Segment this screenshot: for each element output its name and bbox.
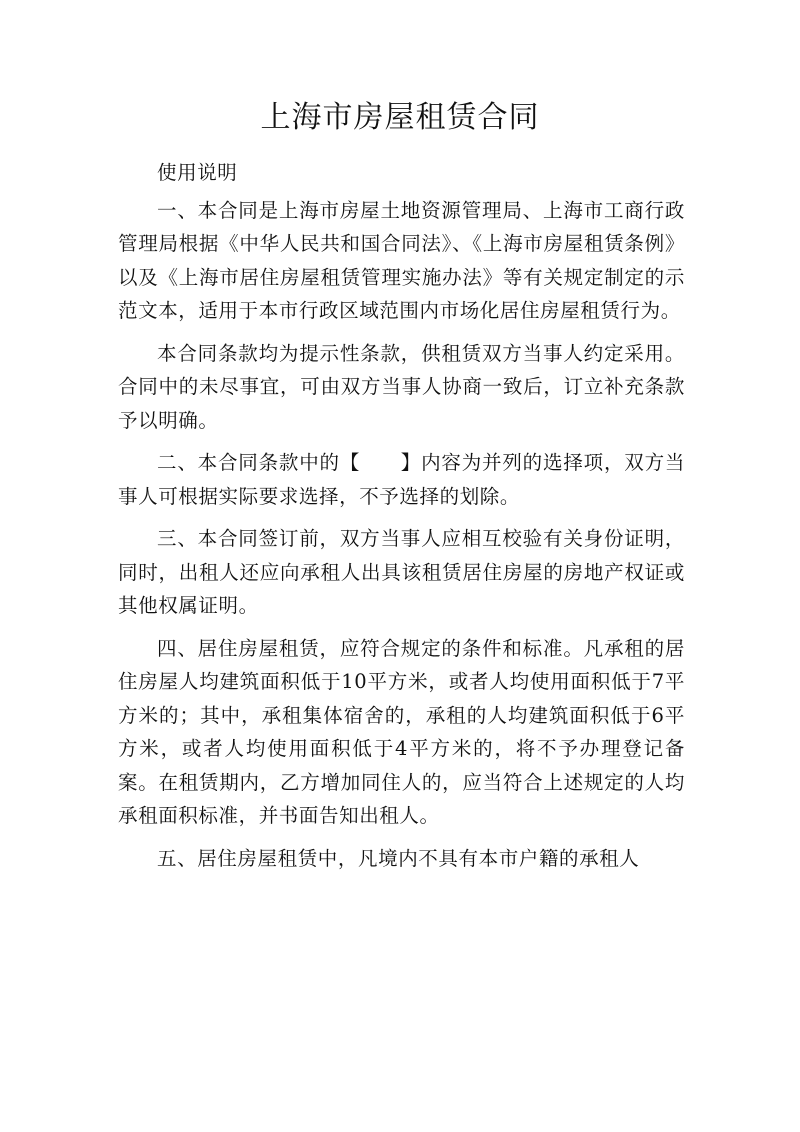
usage-instructions-heading: 使用说明 xyxy=(157,161,238,184)
paragraph-2: 本合同条款均为提示性条款，供租赁双方当事人约定采用。合同中的未尽事宜，可由双方当事人协商一致后，订立补充条款予以明确。 xyxy=(118,341,685,432)
paragraph-4: 三、本合同签订前，双方当事人应相互校验有关身份证明，同时，出租人还应向承租人出具该租赁居住房屋的房地产权证或其他权属证明。 xyxy=(118,527,685,617)
document-body xyxy=(118,156,685,875)
paragraph-1: 一、本合同是上海市房屋土地资源管理局、上海市工商行政管理局根据《中华人民共和国合同法》、《上海市房屋租赁条例》以及《上海市居住房屋租赁管理实施办法》等有关规定制定的示范文本，适用于本市行政区域范围内市场化居住房屋租赁行为。 xyxy=(118,198,685,322)
paragraph-5: 四、居住房屋租赁，应符合规定的条件和标准。凡承租的居住房屋人均建筑面积低于10平方米，或者人均使用面积低于7平方米的；其中，承租集体宿舍的，承租的人均建筑面积低于6平方米，或者人均使用面积低于4平方米的，将不予办理登记备案。在租赁期内，乙方增加同住人的，应当符合上述规定的人均承租面积标准，并书面告知出租人。 xyxy=(118,636,685,827)
paragraph-6: 五、居住房屋租赁中，凡境内不具有本市户籍的承租人 xyxy=(157,846,640,870)
paragraph-3: 二、本合同条款中的【 】内容为并列的选择项，双方当事人可根据实际要求选择，不予选择的划除。 xyxy=(118,451,685,508)
document-title: 上海市房屋租赁合同 xyxy=(260,100,540,135)
